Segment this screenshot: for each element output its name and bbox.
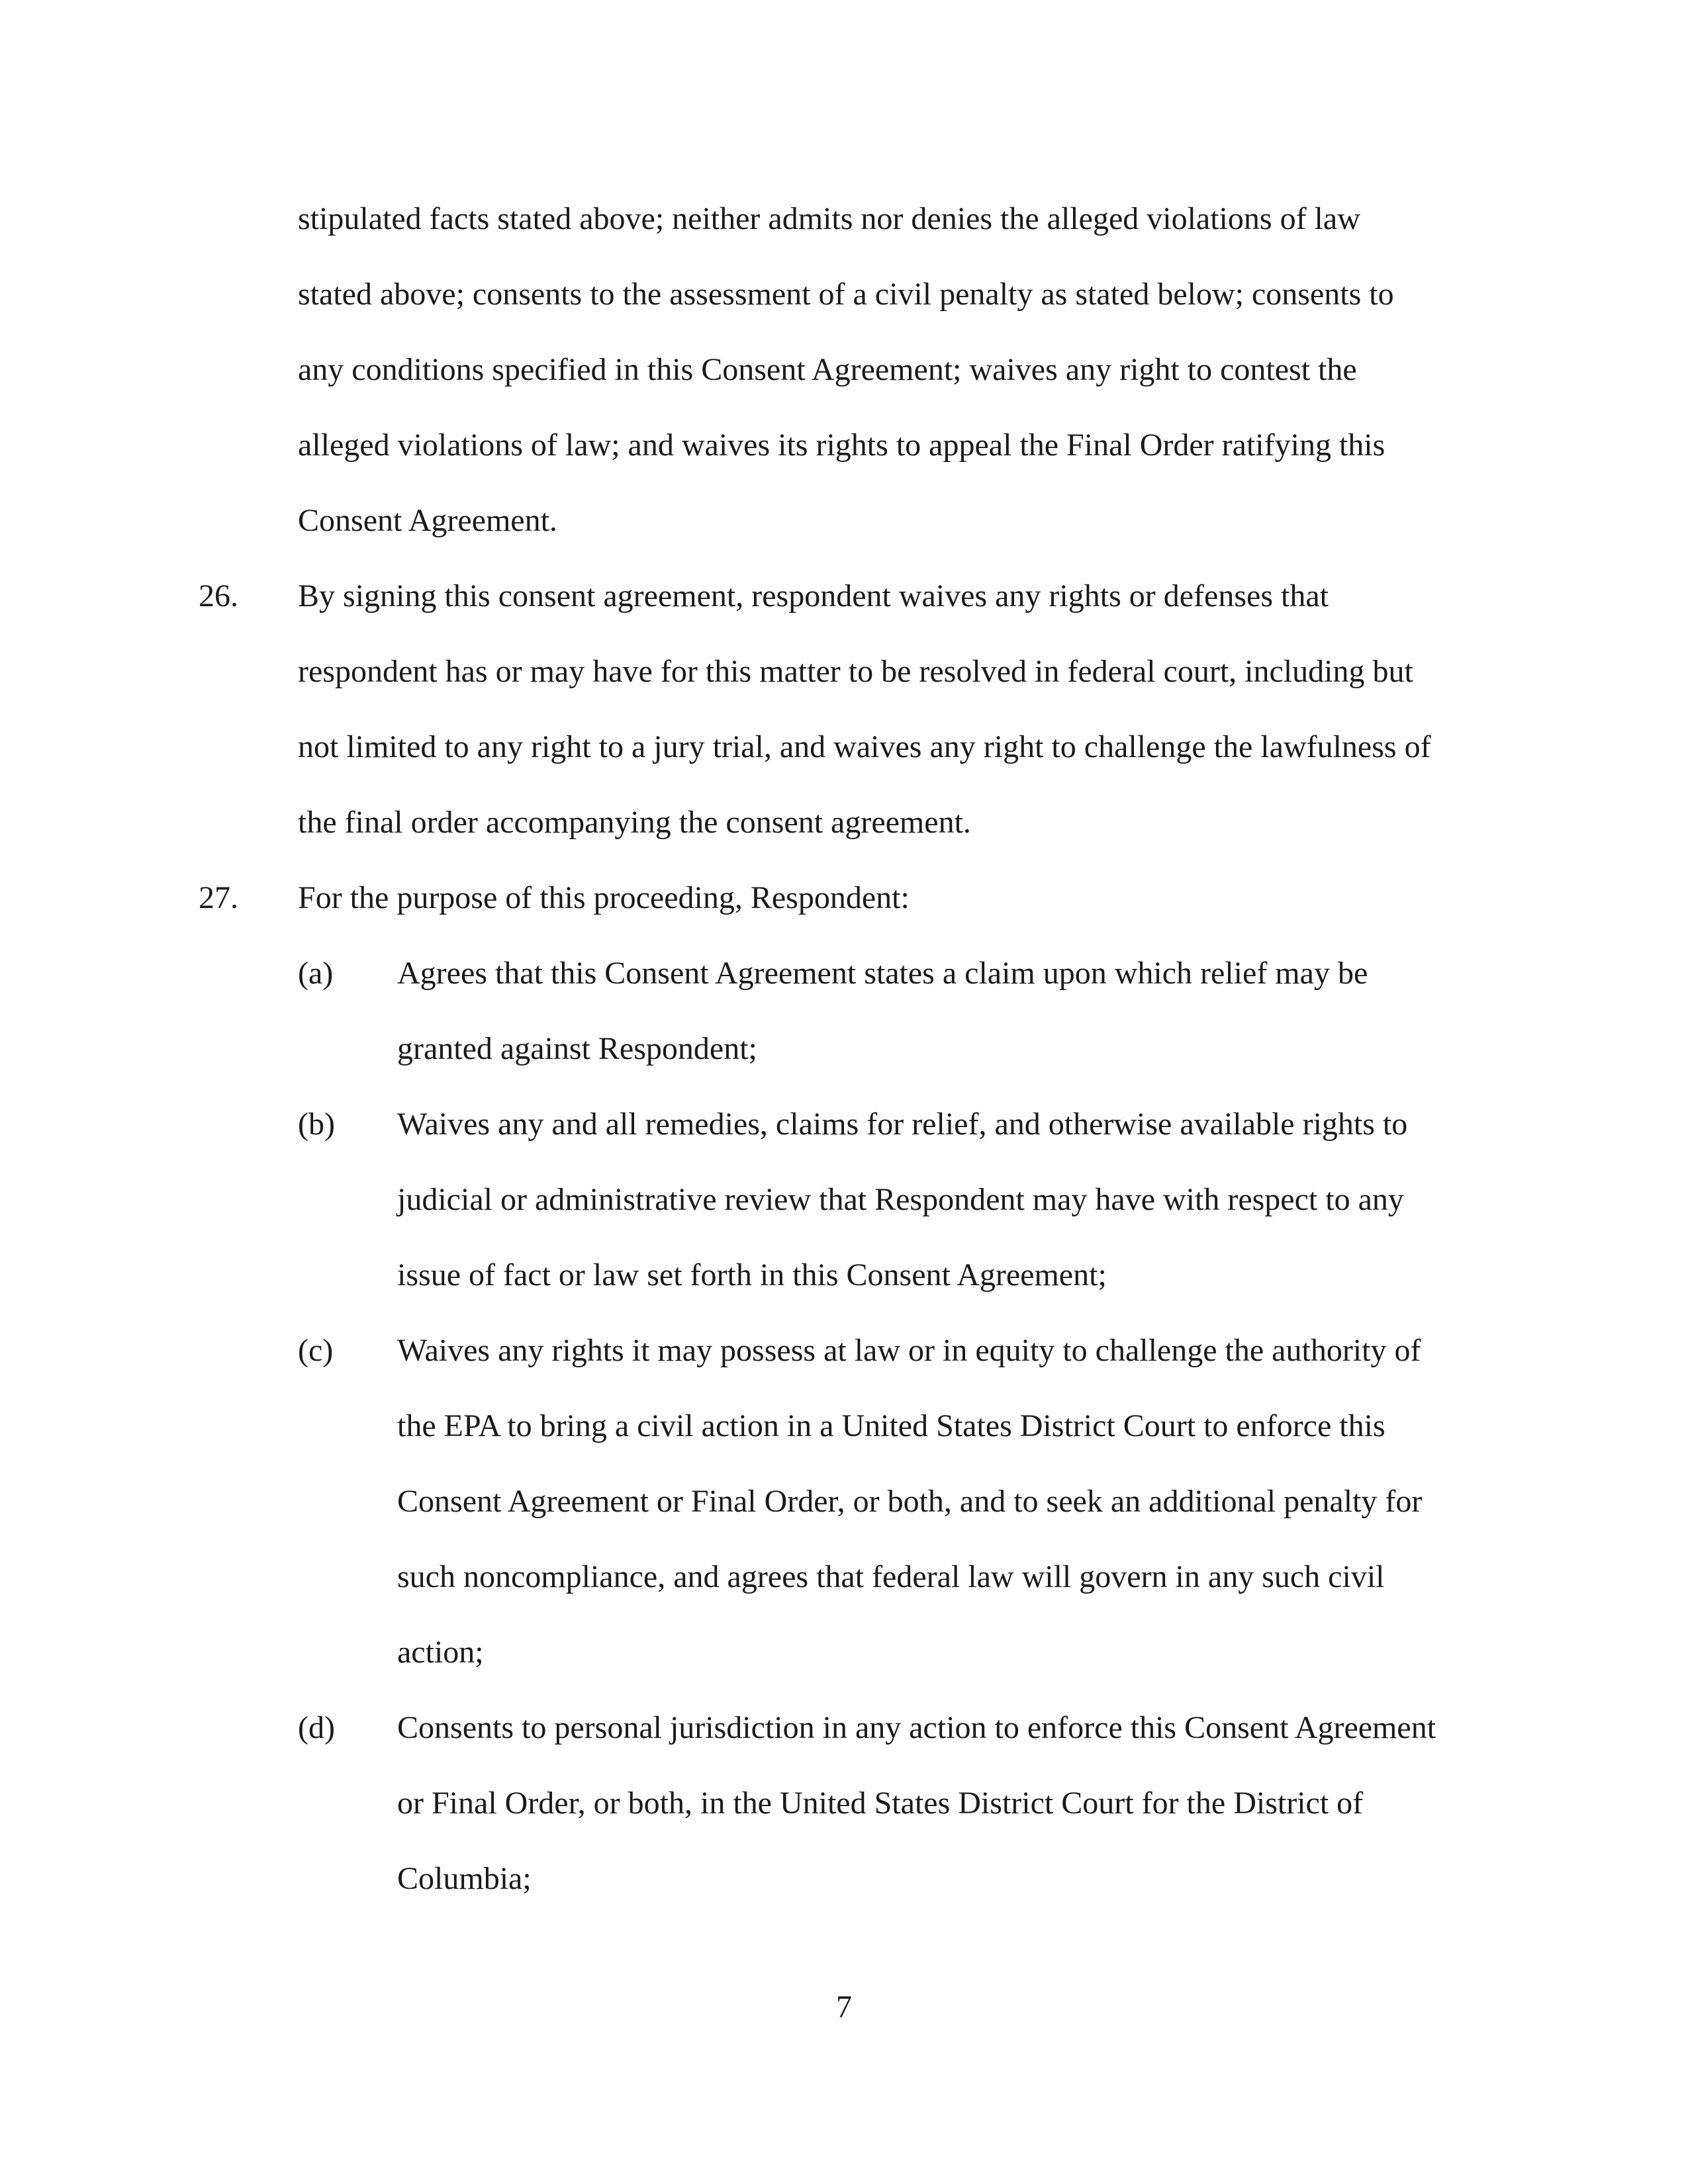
paragraph-26-line-1: By signing this consent agreement, respondent waives any rights or defenses that — [298, 578, 1329, 614]
paragraph-26-line-2: respondent has or may have for this matter to be resolved in federal court, including but — [298, 654, 1413, 689]
subitem-c-line-3: Consent Agreement or Final Order, or both, and to seek an additional penalty for — [397, 1484, 1423, 1519]
intro-line-1: stipulated facts stated above; neither admits nor denies the alleged violations of law — [298, 201, 1360, 236]
subitem-c-line-5: action; — [397, 1635, 484, 1670]
subitem-c-line-1: Waives any rights it may possess at law or in equity to challenge the authority of — [397, 1333, 1421, 1368]
paragraph-26-line-4: the final order accompanying the consent agreement. — [298, 805, 971, 840]
subitem-d-line-2: or Final Order, or both, in the United States District Court for the District of — [397, 1786, 1364, 1821]
subitem-c-line-2: the EPA to bring a civil action in a United States District Court to enforce this — [397, 1408, 1385, 1443]
paragraph-number: 27. — [199, 880, 238, 915]
subitem-b-line-3: issue of fact or law set forth in this Consent Agreement; — [397, 1257, 1107, 1293]
subitem-d-line-3: Columbia; — [397, 1861, 532, 1896]
subitem-label: (a) — [298, 956, 334, 991]
subitem-b-line-1: Waives any and all remedies, claims for relief, and otherwise available rights to — [397, 1107, 1408, 1142]
subitem-b-line-2: judicial or administrative review that Respondent may have with respect to any — [397, 1182, 1404, 1217]
subitem-label: (c) — [298, 1333, 334, 1368]
intro-line-5: Consent Agreement. — [298, 503, 557, 538]
intro-line-3: any conditions specified in this Consent Agreement; waives any right to contest the — [298, 352, 1357, 387]
subitem-label: (b) — [298, 1107, 335, 1142]
subitem-c-line-4: such noncompliance, and agrees that federal law will govern in any such civil — [397, 1559, 1385, 1594]
subitem-label: (d) — [298, 1710, 335, 1745]
paragraph-number: 26. — [199, 578, 238, 614]
intro-line-4: alleged violations of law; and waives its rights to appeal the Final Order ratifying this — [298, 428, 1385, 463]
paragraph-26-line-3: not limited to any right to a jury trial, and waives any right to challenge the lawfulness of — [298, 729, 1431, 764]
subitem-d-line-1: Consents to personal jurisdiction in any action to enforce this Consent Agreement — [397, 1710, 1436, 1745]
paragraph-27-line-1: For the purpose of this proceeding, Respondent: — [298, 880, 910, 915]
intro-line-2: stated above; consents to the assessment of a civil penalty as stated below; consents to — [298, 277, 1394, 312]
subitem-a-line-1: Agrees that this Consent Agreement states a claim upon which relief may be — [397, 956, 1368, 991]
subitem-a-line-2: granted against Respondent; — [397, 1031, 757, 1066]
page-number: 7 — [836, 1989, 852, 2025]
